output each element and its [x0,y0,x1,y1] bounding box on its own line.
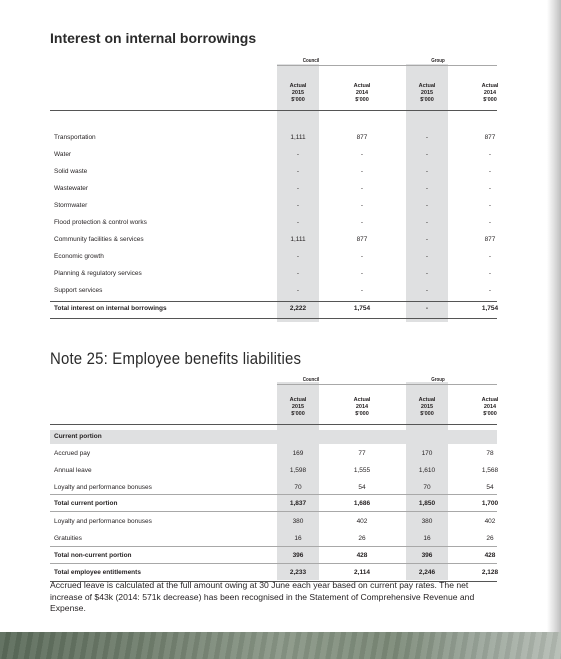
footnote-text: Accrued leave is calculated at the full amount owing at 30 June each year based on current pay rates. The net increase of $43k (2014: 571k decrease) has been recognised in the Statement of Comprehensive Revenue and Expense. [50,580,475,613]
column-heading: Actual 2015 $'000 [418,397,436,417]
total-row: Total interest on internal borrowings 2,222 1,754 - 1,754 [54,305,499,312]
table-row: Economic growth - - - - [54,253,492,260]
table-row: Accrued pay 169 77 170 78 [54,450,494,457]
group-heading-council: Council [302,58,320,64]
table-row: Solid waste - - - - [54,168,492,175]
table-row: Stormwater - - - - [54,202,492,209]
table-row: Gratuities 16 26 16 26 [54,535,494,542]
table-row: Transportation 1,111 877 - 877 [54,134,496,141]
group-heading-group: Group [431,377,445,383]
table-row: Planning & regulatory services - - - - [54,270,492,277]
employee-benefits-table [50,377,499,580]
background-landscape-photo [0,632,561,659]
subtotal-row: Total current portion 1,837 1,686 1,850 1,700 [54,500,499,507]
column-heading: Actual 2014 $'000 [353,83,371,103]
table-row: Loyalty and performance bonuses 70 54 70 54 [54,484,494,491]
section-title-note25: Note 25: Employee benefits liabilities [50,349,302,368]
interest-table [50,58,499,322]
table-row: Support services - - - - [54,287,492,294]
table-row: Annual leave 1,598 1,555 1,610 1,568 [54,467,499,474]
column-heading: Actual 2015 $'000 [289,397,307,417]
column-heading: Actual 2015 $'000 [418,83,436,103]
total-row: Total employee entitlements 2,233 2,114 2,246 2,128 [54,569,499,576]
table-row: Water - - - - [54,151,492,158]
column-heading: Actual 2014 $'000 [481,397,499,417]
group-heading-group: Group [431,58,445,64]
column-heading: Actual 2014 $'000 [353,397,371,417]
category-row: Current portion [50,430,497,444]
column-heading: Actual 2015 $'000 [289,83,307,103]
table-row: Wastewater - - - - [54,185,492,192]
table-row: Flood protection & control works - - - - [54,219,492,226]
column-heading: Actual 2014 $'000 [481,83,499,103]
table-row: Community facilities & services 1,111 877 - 877 [54,236,496,243]
section-title-interest: Interest on internal borrowings [50,30,257,46]
table-row: Loyalty and performance bonuses 380 402 380 402 [54,518,496,525]
subtotal-row: Total non-current portion 396 428 396 428 [54,552,496,559]
group-heading-council: Council [302,377,320,383]
page-edge-shadow [547,0,561,632]
